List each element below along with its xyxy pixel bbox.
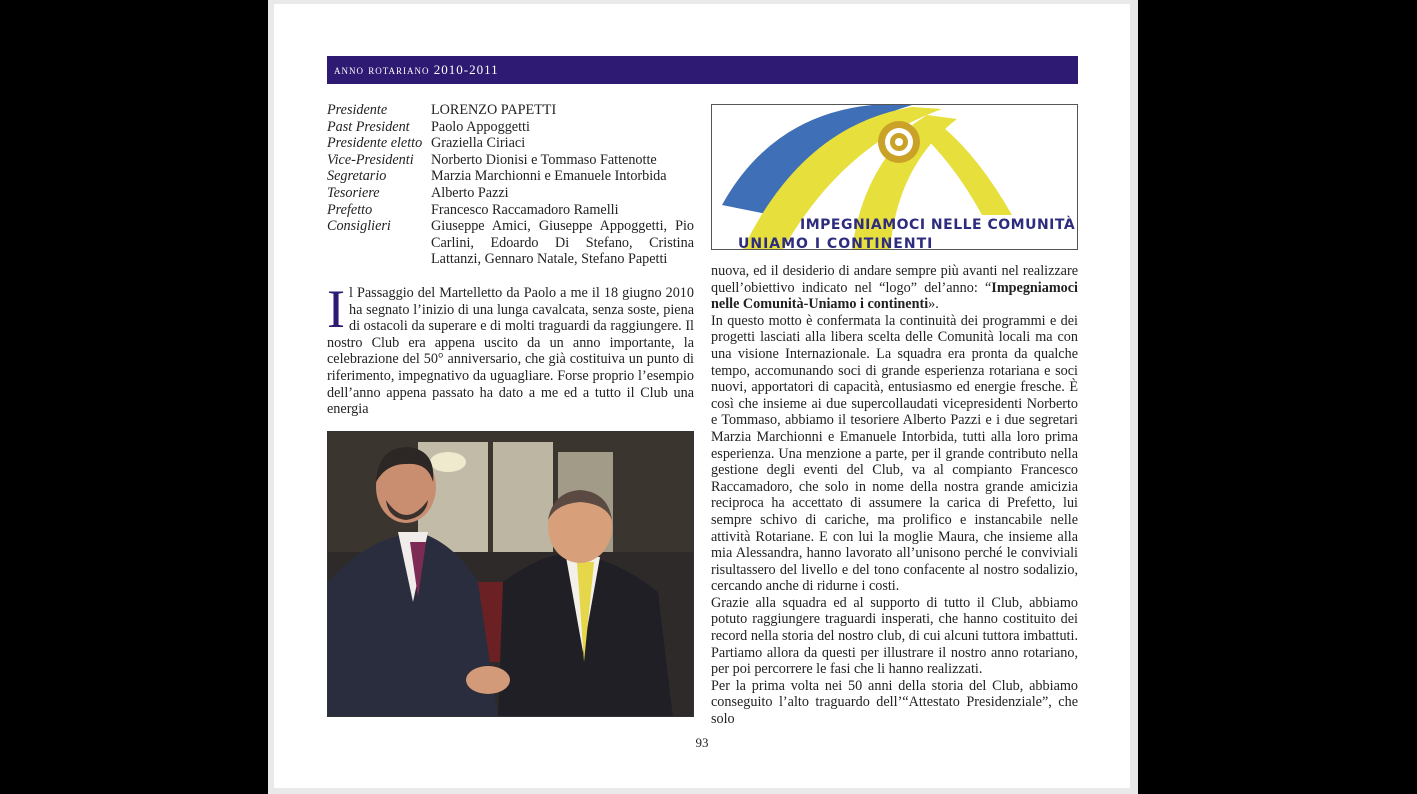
roster-names: Norberto Dionisi e Tommaso Fattenotte	[431, 151, 657, 168]
roster-row	[327, 102, 694, 119]
section-header: anno rotariano 2010-2011	[327, 56, 1078, 84]
roster-names: Giuseppe Amici, Giuseppe Appoggetti, Pio Carlini, Edoardo Di Stefano, Cristina Lattanzi, Gennaro Natale, Stefano Papetti	[431, 218, 694, 268]
motto-bold: Impegniamoci nelle Comunità-Uniamo i continenti	[711, 279, 1078, 313]
roster-row	[327, 152, 694, 169]
roster-role: Presidente eletto	[327, 135, 423, 152]
paragraph	[711, 263, 1078, 313]
roster-row	[327, 185, 694, 202]
roster-role: Past President	[327, 118, 410, 135]
intro-text: l Passaggio del Martelletto da Paolo a me il 18 giugno 2010 ha segnato l’inizio di una lunga cavalcata, senza soste, piena di ostacoli da superare e di molti traguardi da raggiungere. Il nostro Club era appena uscito da un anno importante, la celebrazione del 50° anniversario, che già costituiva un punto di riferimento, impegnativo da uguagliare. Forse proprio l’esempio dell’anno appena passato ha dato a me ed a tutto il Club una energia	[327, 285, 694, 418]
roster-names: Alberto Pazzi	[431, 184, 509, 201]
roster-role: Segretario	[327, 168, 387, 185]
paragraph: Grazie alla squadra ed al supporto di tutto il Club, abbiamo potuto raggiungere traguardi insperati, che hanno costituito dei record nella storia del nostro club, di cui alcuni tuttora imbattuti. Partiamo allora da questi per illustrare il nostro anno rotariano, per poi percorrere le fasi che li hanno realizzati.	[711, 594, 1078, 678]
roster-role: Tesoriere	[327, 184, 380, 201]
page-sheet	[274, 4, 1130, 788]
district-logo	[711, 104, 1078, 250]
drop-cap: I	[327, 279, 345, 339]
roster-role: Vice-Presidenti	[327, 151, 414, 168]
roster-role: Consiglieri	[327, 218, 391, 235]
roster-names: Francesco Raccamadoro Ramelli	[431, 201, 619, 218]
photo-illustration	[328, 432, 694, 717]
roster-row	[327, 119, 694, 136]
roster-row	[327, 218, 694, 268]
logo-motto-line2: UNIAMO I CONTINENTI	[738, 236, 934, 250]
roster-names: LORENZO PAPETTI	[431, 102, 557, 118]
text-span: nuova, ed il desiderio di andare sempre più avanti nel realizzare quell’obiettivo indicato nel “logo” del’anno: “	[711, 263, 1078, 296]
roster-role: Presidente	[327, 102, 388, 118]
roster-names: Paolo Appoggetti	[431, 118, 530, 135]
logo-motto-line1: IMPEGNIAMOCI NELLE COMUNITÀ	[800, 217, 1076, 233]
book-page-background	[268, 0, 1138, 794]
roster-row	[327, 168, 694, 185]
roster-row	[327, 202, 694, 219]
paragraph: Per la prima volta nei 50 anni della storia del Club, abbiamo conseguito l’alto traguardo dell’“Attestato Presidenziale”, che solo	[711, 677, 1078, 728]
roster-names: Graziella Ciriaci	[431, 135, 526, 152]
officers-roster	[327, 102, 694, 268]
page-number: 93	[695, 735, 709, 750]
text-span: ».	[928, 296, 939, 313]
right-column-text	[711, 263, 1078, 728]
intro-paragraph	[327, 279, 694, 418]
roster-row	[327, 135, 694, 152]
handshake-photo	[327, 431, 694, 717]
roster-names: Marzia Marchionni e Emanuele Intorbida	[431, 168, 667, 185]
paragraph: In questo motto è confermata la continuità dei programmi e dei progetti lasciati alla libera scelta delle Comunità locali ma con una visione Internazionale. La squadra era pronta da qualche tempo, accomunando soci di grande esperienza rotariana e soci nuovi, apportatori di capacità, entusiasmo ed energie fresche. È così che insieme ai due supercollaudati vicepresidenti Norberto e Tommaso, abbiamo il tesoriere Alberto Pazzi e i due segretari Marzia Marchionni e Emanuele Intorbida, tutti alla loro prima esperienza. Una menzione a parte, per il grande contributo nella gestione degli eventi del Club, va al compianto Francesco Raccamadoro, che solo in nome della nostra grande amicizia reciproca ha accettato di assumere la carica di Prefetto, lui sempre schivo di cariche, ma prolifico e instancabile nelle attività Rotariane. E con lui la moglie Maura, che insieme alla mia Alessandra, hanno lavorato all’unisono perché le conviviali risultassero del livello e del tono confacente al nostro sodalizio, cercando anche di ridurne i costi.	[711, 312, 1078, 595]
roster-role: Prefetto	[327, 201, 373, 218]
